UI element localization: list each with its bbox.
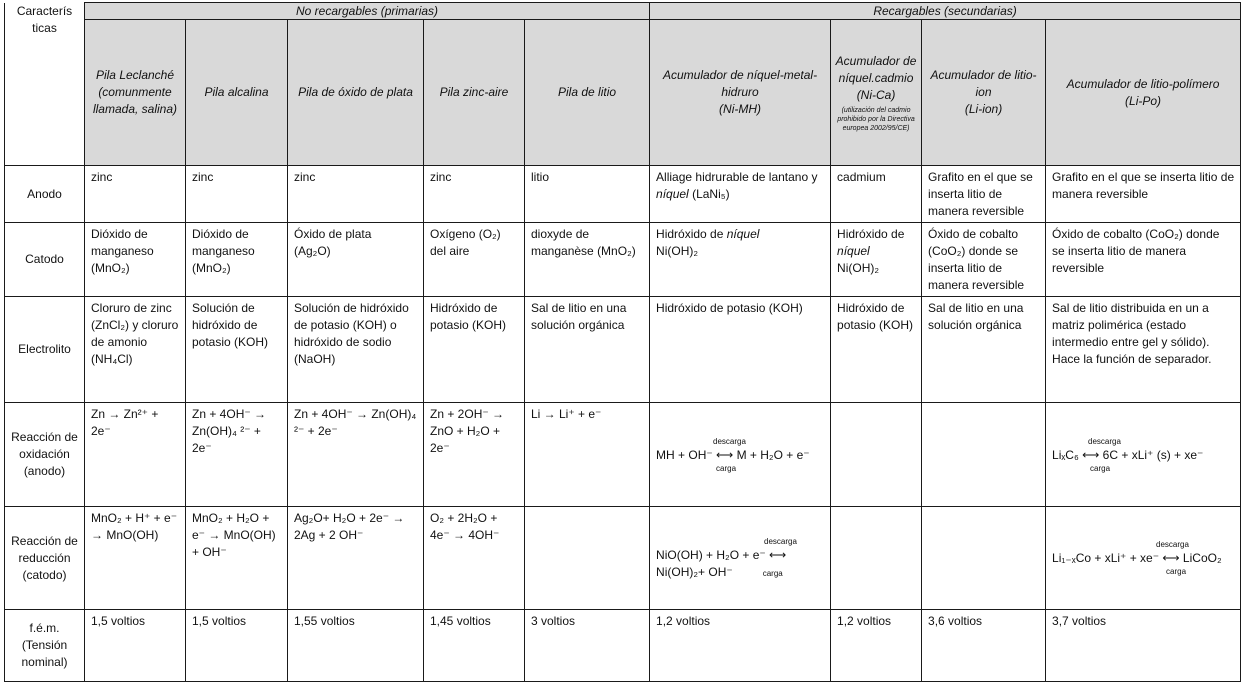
cell-electrolito-liion: Sal de litio en una solución orgánica xyxy=(922,297,1046,403)
oxidacion-nimh-equation: MH + OH⁻ ⟷ M + H₂O + e⁻ xyxy=(656,447,810,462)
oxidacion-lipo-equation: LiₓC₆ ⟷ 6C + xLi⁺ (s) + xe⁻ xyxy=(1052,447,1204,462)
cell-oxidacion-litio: Li → Li⁺ + e⁻ xyxy=(525,403,650,507)
group-secondary-header: Recargables (secundarias) xyxy=(650,3,1241,20)
nica-title: Acumulador de níquel.cadmio xyxy=(835,53,917,85)
cell-oxidacion-leclanche: Zn → Zn²⁺ + 2e⁻ xyxy=(85,403,186,507)
oxidacion-nimh-descarga: descarga xyxy=(713,436,746,446)
cell-electrolito-litio: Sal de litio en una solución orgánica xyxy=(525,297,650,403)
row-label-reduccion: Reacción de reducción (catodo) xyxy=(5,507,85,610)
cell-oxidacion-alcalina: Zn + 4OH⁻ → Zn(OH)₄ ²⁻ + 2e⁻ xyxy=(186,403,288,507)
cell-reduccion-alcalina: MnO₂ + H₂O + e⁻ → MnO(OH) + OH⁻ xyxy=(186,507,288,610)
battery-comparison xyxy=(4,2,1241,682)
catodo-nica-italic: níquel xyxy=(837,244,870,258)
reduccion-nimh-equation-2 xyxy=(656,564,825,581)
reduccion-lipo-equation: Li₁₋ₓCo + xLi⁺ + xe⁻ ⟷ LiCoO₂ xyxy=(1052,551,1222,565)
reduccion-lipo-carga: carga xyxy=(1166,567,1187,576)
cell-reduccion-nica xyxy=(831,507,922,610)
lipo-abbrev: (Li-Po) xyxy=(1125,93,1162,108)
cell-anodo-oxido-plata: zinc xyxy=(288,166,424,223)
catodo-oxido-plata-formula: (Ag₂O) xyxy=(294,244,331,258)
cell-oxidacion-zinc-aire: Zn + 2OH⁻ → ZnO + H₂O + 2e⁻ xyxy=(424,403,525,507)
cell-anodo-zinc-aire: zinc xyxy=(424,166,525,223)
col-header-leclanche: Pila Leclanché (comunmente llamada, salina) xyxy=(85,20,186,166)
anodo-nimh-formula: (LaNi₅) xyxy=(692,187,730,201)
reduccion-nimh-equation-1: NiO(OH) + H₂O + e⁻ ⟷ xyxy=(656,547,787,562)
cell-fem-leclanche: 1,5 voltios xyxy=(85,610,186,682)
cell-reduccion-liion xyxy=(922,507,1046,610)
cell-catodo-liion: Óxido de cobalto (CoO₂) donde se inserta litio de manera reversible xyxy=(922,223,1046,297)
cell-reduccion-oxido-plata: Ag₂O+ H₂O + 2e⁻ → 2Ag + 2 OH⁻ xyxy=(288,507,424,610)
cell-anodo-litio: litio xyxy=(525,166,650,223)
cell-catodo-zinc-aire: Oxígeno (O₂) del aire xyxy=(424,223,525,297)
corner-cell xyxy=(5,3,85,166)
oxidacion-lipo-descarga: descarga xyxy=(1088,436,1121,446)
catodo-nimh-formula: Ni(OH)₂ xyxy=(656,244,699,258)
catodo-leclanche-formula: (MnO₂) xyxy=(91,261,130,275)
cell-electrolito-nimh: Hidróxido de potasio (KOH) xyxy=(650,297,831,403)
row-label-catodo: Catodo xyxy=(5,223,85,297)
reduccion-nimh-descarga: descarga xyxy=(764,536,797,546)
reduccion-nimh-carga: carga xyxy=(762,568,783,578)
catodo-nimh-italic: níquel xyxy=(726,227,760,241)
oxidacion-lipo-carga: carga xyxy=(1090,463,1111,473)
col-header-nimh xyxy=(650,20,831,166)
cell-electrolito-leclanche: Cloruro de zinc (ZnCl₂) y cloruro de amonio (NH₄Cl) xyxy=(85,297,186,403)
catodo-nimh-text: Hidróxido de xyxy=(656,227,724,241)
catodo-alcalina-formula: (MnO₂) xyxy=(192,261,231,275)
nimh-abbrev: (Ni-MH) xyxy=(719,102,762,116)
row-label-electrolito: Electrolito xyxy=(5,297,85,403)
catodo-litio-formula: (MnO₂) xyxy=(597,244,636,258)
cell-reduccion-zinc-aire: O₂ + 2H₂O + 4e⁻ → 4OH⁻ xyxy=(424,507,525,610)
cell-anodo-nimh xyxy=(650,166,831,223)
cell-anodo-alcalina: zinc xyxy=(186,166,288,223)
row-electrolito xyxy=(5,297,1241,403)
cell-electrolito-alcalina: Solución de hidróxido de potasio (KOH) xyxy=(186,297,288,403)
cell-reduccion-litio xyxy=(525,507,650,610)
row-reduccion xyxy=(5,507,1241,610)
row-label-fem: f.é.m. (Tensión nominal) xyxy=(5,610,85,682)
cell-reduccion-leclanche: MnO₂ + H⁺ + e⁻ → MnO(OH) xyxy=(85,507,186,610)
catodo-nica-formula: Ni(OH)₂ xyxy=(837,261,880,275)
catodo-nica-text: Hidróxido de xyxy=(837,227,905,241)
group-primary-header: No recargables (primarias) xyxy=(85,3,650,20)
cell-oxidacion-oxido-plata: Zn + 4OH⁻ → Zn(OH)₄ ²⁻ + 2e⁻ xyxy=(288,403,424,507)
cell-oxidacion-nimh xyxy=(650,403,831,507)
nimh-title: Acumulador de níquel-metal-hidruro xyxy=(662,68,818,99)
cell-fem-lipo: 3,7 voltios xyxy=(1046,610,1241,682)
cell-catodo-leclanche xyxy=(85,223,186,297)
lipo-title: Acumulador de litio-polímero xyxy=(1066,76,1220,91)
oxidacion-nimh-carga: carga xyxy=(716,463,737,473)
cell-oxidacion-lipo xyxy=(1046,403,1241,507)
cell-fem-alcalina: 1,5 voltios xyxy=(186,610,288,682)
cell-catodo-nimh xyxy=(650,223,831,297)
reduccion-lipo-descarga: descarga xyxy=(1156,540,1189,549)
cell-anodo-liion: Grafito en el que se inserta litio de manera reversible xyxy=(922,166,1046,223)
row-fem xyxy=(5,610,1241,682)
features-label: Caracterís ticas xyxy=(16,3,73,35)
cell-reduccion-lipo xyxy=(1046,507,1241,610)
catodo-leclanche-text: Dióxido de manganeso xyxy=(91,227,154,258)
group-header-row xyxy=(5,3,1241,20)
cell-electrolito-oxido-plata: Solución de hidróxido de potasio (KOH) o hidróxido de sodio (NaOH) xyxy=(288,297,424,403)
reduccion-nimh-equation-2-text: Ni(OH)₂+ OH⁻ xyxy=(656,564,733,579)
cell-oxidacion-liion xyxy=(922,403,1046,507)
cell-fem-nica: 1,2 voltios xyxy=(831,610,922,682)
cell-catodo-oxido-plata xyxy=(288,223,424,297)
cell-fem-zinc-aire: 1,45 voltios xyxy=(424,610,525,682)
row-anodo xyxy=(5,166,1241,223)
cell-electrolito-lipo: Sal de litio distribuida en un a matriz polimérica (estado intermedio entre gel y sólido). Hace la función de separador. xyxy=(1046,297,1241,403)
cell-electrolito-nica: Hidróxido de potasio (KOH) xyxy=(831,297,922,403)
anodo-nimh-text: Alliage hidrurable de lantano y xyxy=(656,170,818,184)
catodo-alcalina-text: Dióxido de manganeso xyxy=(192,227,255,258)
col-header-alcalina: Pila alcalina xyxy=(186,20,288,166)
col-header-oxido-plata: Pila de óxido de plata xyxy=(288,20,424,166)
catodo-oxido-plata-text: Óxido de plata xyxy=(294,227,372,241)
anodo-nimh-italic: níquel xyxy=(656,187,689,201)
cell-fem-nimh: 1,2 voltios xyxy=(650,610,831,682)
battery-table xyxy=(4,2,1241,682)
col-header-liion xyxy=(922,20,1046,166)
cell-anodo-leclanche: zinc xyxy=(85,166,186,223)
row-label-anodo: Anodo xyxy=(5,166,85,223)
cell-fem-oxido-plata: 1,55 voltios xyxy=(288,610,424,682)
cell-catodo-litio xyxy=(525,223,650,297)
nica-abbrev: (Ni-Ca) xyxy=(856,87,896,102)
cell-catodo-nica xyxy=(831,223,922,297)
row-catodo xyxy=(5,223,1241,297)
col-header-nica xyxy=(831,20,922,166)
col-header-litio: Pila de litio xyxy=(525,20,650,166)
column-header-row xyxy=(5,20,1241,166)
cell-catodo-alcalina xyxy=(186,223,288,297)
cell-anodo-nica: cadmium xyxy=(831,166,922,223)
row-label-oxidacion: Reacción de oxidación (anodo) xyxy=(5,403,85,507)
cell-reduccion-nimh xyxy=(650,507,831,610)
cell-oxidacion-nica xyxy=(831,403,922,507)
liion-abbrev: (Li-ion) xyxy=(964,102,1003,116)
liion-title: Acumulador de litio-ion xyxy=(930,68,1037,99)
cell-fem-litio: 3 voltios xyxy=(525,610,650,682)
cell-anodo-lipo: Grafito en el que se inserta litio de manera reversible xyxy=(1046,166,1241,223)
col-header-zinc-aire: Pila zinc-aire xyxy=(424,20,525,166)
cell-catodo-lipo: Óxido de cobalto (CoO₂) donde se inserta litio de manera reversible xyxy=(1046,223,1241,297)
cell-electrolito-zinc-aire: Hidróxido de potasio (KOH) xyxy=(424,297,525,403)
row-oxidacion xyxy=(5,403,1241,507)
nica-note: (utilización del cadmio prohibido por la Directiva europea 2002/95/CE) xyxy=(837,106,915,132)
col-header-lipo xyxy=(1046,20,1241,166)
catodo-litio-text: dioxyde de manganèse xyxy=(531,227,594,258)
cell-fem-liion: 3,6 voltios xyxy=(922,610,1046,682)
